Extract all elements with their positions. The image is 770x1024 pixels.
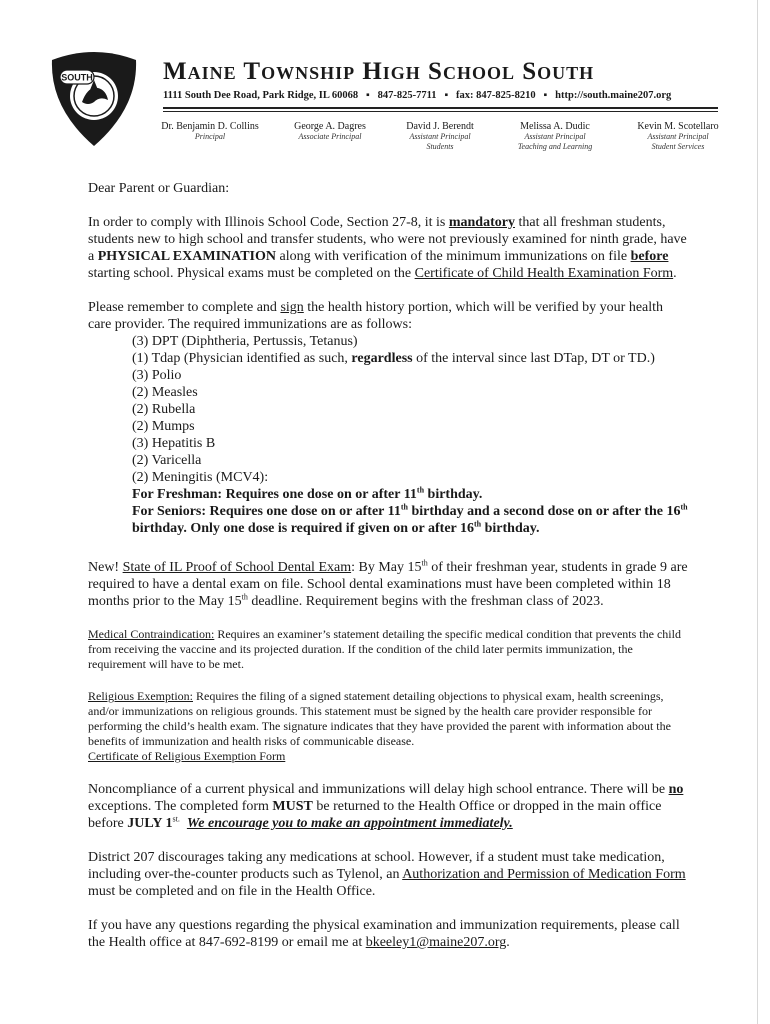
paragraph-medical-contraindication: Medical Contraindication: Requires an examiner’s statement detailing the specific medical condition that prevents the child from receiving the vaccine and its projected duration. If the condition of the child later permits immunization, the requirement will have to be met.	[88, 627, 681, 671]
appointment-note: We encourage you to make an appointment immediately.	[186, 816, 513, 831]
immunization-list	[88, 333, 688, 486]
staff-name: Kevin M. Scotellaro	[637, 121, 719, 132]
school-name: Maine Township High School South	[163, 58, 595, 85]
staff-subtitle: Students	[426, 142, 454, 151]
paragraph-health-history: Please remember to complete and sign the health history portion, which will be verified by your health care provider. The required immunizations are as follows:	[88, 300, 664, 332]
staff-associate-principal	[280, 121, 380, 142]
staff-title: Associate Principal	[298, 132, 362, 141]
staff-title: Assistant Principal	[647, 132, 709, 141]
list-item: (1) Tdap (Physician identified as such, regardless of the interval since last DTap, DT or TD.)	[132, 351, 655, 366]
staff-subtitle: Teaching and Learning	[517, 142, 593, 151]
staff-name: Dr. Benjamin D. Collins	[161, 121, 259, 132]
logo-text: SOUTH	[61, 72, 93, 83]
school-logo	[48, 50, 140, 148]
religious-exemption-label: Religious Exemption:	[88, 689, 193, 703]
letter-body	[88, 172, 688, 951]
list-item: (3) Hepatitis B	[132, 436, 216, 451]
paragraph-dental-exam: New! State of IL Proof of School Dental Exam: By May 15th of their freshman year, students in grade 9 are required to have a dental exam on file. School dental examinations must have been completed within 18 months prior to the May 15th deadline. Requirement begins with the freshman class of 2023.	[88, 558, 688, 609]
paragraph-religious-exemption: Religious Exemption: Requires the filing of a signed statement detailing objections to physical exam, health screenings, and/or immunizations on religious grounds. This statement must be signed by the health care provider responsible for performing the child’s health exam. The signature indicates that they have provided the parent with information about the benefits of immunization and health risks of communicable disease. Certificate of Religious Exemption Form	[88, 689, 671, 763]
email-link[interactable]: bkeeley1@maine207.org	[365, 935, 507, 950]
staff-title: Assistant Principal	[409, 132, 471, 141]
paragraph-medication: District 207 discourages taking any medications at school. However, if a student must take medication, including over-the-counter products such as Tylenol, an Authorization and Permission of Medication Form must be completed and on file in the Health Office.	[88, 850, 686, 899]
paragraph-noncompliance: Noncompliance of a current physical and immunizations will delay high school entrance. There will be no exceptions. The completed form MUST be returned to the Health Office or dropped in the main office before JULY $1^{st.}$ We encourage you to make an appointment immediately.	[88, 782, 684, 831]
staff-title: Assistant Principal	[524, 132, 586, 141]
paragraph-questions: If you have any questions regarding the physical examination and immunization requirements, please call the Health office at 847-692-8199 or email me at bkeeley1@maine207.org.	[88, 918, 680, 950]
school-address-line: 1111 South Dee Road, Park Ridge, IL 60068 ▪ 847-825-7711 ▪ fax: 847-825-8210 ▪ http://south.maine207.org	[163, 90, 672, 101]
staff-name: Melissa A. Dudic	[520, 121, 590, 132]
medical-contraindication-label: Medical Contraindication:	[88, 627, 215, 641]
list-item: (2) Rubella	[132, 402, 196, 417]
physical-examination-text: PHYSICAL EXAMINATION	[97, 249, 276, 264]
medication-form-link[interactable]: Authorization and Permission of Medication Form	[402, 867, 686, 882]
staff-name: David J. Berendt	[406, 121, 474, 132]
header-rule-thin	[163, 111, 718, 112]
list-item: (2) Meningitis (MCV4):	[132, 470, 269, 485]
address: 1111 South Dee Road, Park Ridge, IL 60068	[163, 90, 359, 101]
freshman-dose-note: For Freshman: Requires one dose on or after 11th birthday.	[132, 485, 483, 502]
staff-assistant-principal-teaching	[500, 121, 610, 152]
health-exam-form-link[interactable]: Certificate of Child Health Examination Form	[414, 266, 674, 281]
mandatory-text: mandatory	[448, 215, 515, 230]
sign-text: sign	[280, 300, 304, 315]
list-item: (2) Mumps	[132, 419, 195, 434]
list-item: (2) Measles	[132, 385, 198, 400]
staff-assistant-principal-services	[618, 121, 738, 152]
dental-exam-link[interactable]: State of IL Proof of School Dental Exam	[122, 560, 352, 575]
religious-exemption-form-link[interactable]: Certificate of Religious Exemption Form	[88, 749, 286, 763]
staff-title: Principal	[194, 132, 226, 141]
website-link[interactable]: http://south.maine207.org	[555, 90, 672, 101]
page-edge	[757, 0, 758, 1024]
staff-name: George A. Dagres	[294, 121, 366, 132]
header-rule	[163, 107, 718, 109]
staff-subtitle: Student Services	[651, 142, 705, 151]
senior-dose-note: For Seniors: Requires one dose on or after 11th birthday and a second dose on or after the 16th birthday. Only one dose is required if given on or after 16th birthday.	[132, 502, 688, 536]
paragraph-physical-requirement: In order to comply with Illinois School Code, Section 27-8, it is mandatory that all freshman students, students new to high school and transfer students, who were not previously examined for ninth grade, have a PHYSICAL EXAMINATION along with verification of the minimum immunizations on file before starting school. Physical exams must be completed on the Certificate of Child Health Examination Form.	[88, 215, 687, 281]
list-item: (3) Polio	[132, 368, 182, 383]
list-item: (3) DPT (Diphtheria, Pertussis, Tetanus)	[132, 334, 358, 349]
phone: 847-825-7711	[377, 90, 437, 101]
list-item: (2) Varicella	[132, 453, 202, 468]
staff-principal	[150, 121, 270, 142]
fax: fax: 847-825-8210	[456, 90, 536, 101]
before-text: before	[630, 249, 669, 264]
salutation: Dear Parent or Guardian:	[88, 181, 230, 196]
staff-assistant-principal-students	[390, 121, 490, 152]
